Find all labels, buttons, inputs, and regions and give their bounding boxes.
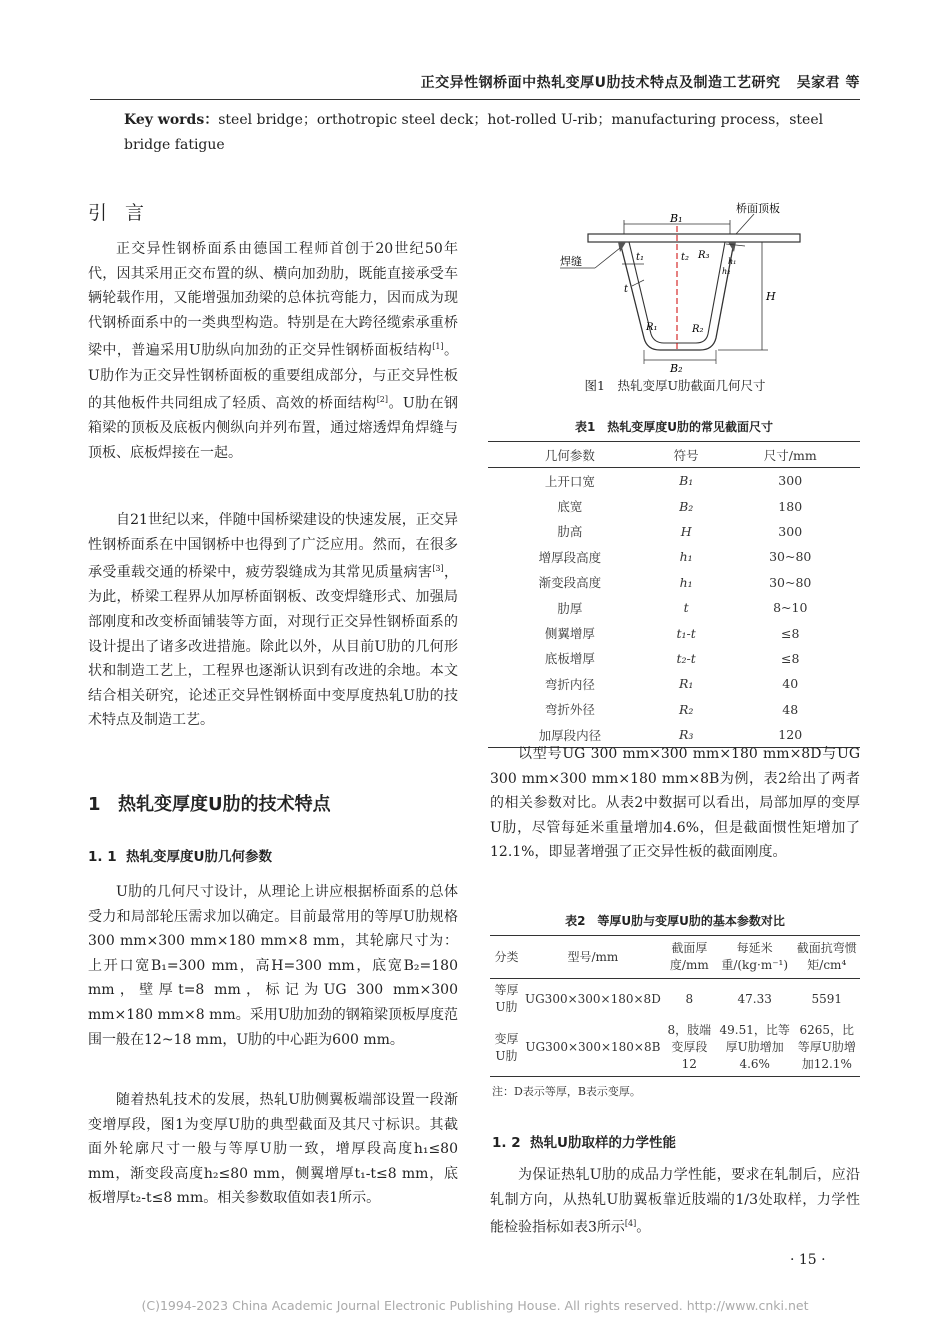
table-cell: 加厚段内径 xyxy=(538,727,602,743)
table-cell: 底板增厚 xyxy=(544,651,595,667)
table-cell: B₂ xyxy=(679,498,694,514)
table-cell: h₁ xyxy=(679,549,693,565)
table-cell: 8，肢端变厚段12 xyxy=(667,1023,712,1071)
table-cell: UG300×300×180×8D xyxy=(524,991,661,1006)
table-2-header: 型号/mm xyxy=(523,936,663,979)
table-cell: H xyxy=(680,523,692,539)
table-row xyxy=(488,570,860,595)
table-2 xyxy=(490,935,860,1077)
table-row xyxy=(488,468,860,494)
table-1-caption: 表1 热轧变厚度U肋的常见截面尺寸 xyxy=(574,420,774,434)
table-cell: 增厚段高度 xyxy=(538,549,602,565)
intro-heading: 引言 xyxy=(88,202,163,224)
table-row xyxy=(488,493,860,518)
table-row xyxy=(488,671,860,696)
label-t2: t₂ xyxy=(681,252,690,263)
table-row xyxy=(488,595,860,620)
table-2-header: 截面厚度/mm xyxy=(663,936,716,979)
deck-plate xyxy=(588,234,800,242)
table-row xyxy=(488,646,860,671)
section-1-title: 热轧变厚度U肋的技术特点 xyxy=(118,794,331,815)
table-2-header: 截面抗弯惯矩/cm⁴ xyxy=(794,936,860,979)
table-cell: 渐变段高度 xyxy=(538,575,602,591)
section-1-number: 1 xyxy=(88,794,101,815)
page-number: · 15 · xyxy=(790,1252,826,1268)
table-cell: 300 xyxy=(778,473,803,489)
table-row xyxy=(488,519,860,544)
label-weld: 焊缝 xyxy=(560,255,582,268)
table-cell: 47.33 xyxy=(737,991,772,1006)
table-2-header: 分类 xyxy=(490,936,523,979)
deck-leader xyxy=(736,214,754,234)
label-h2: h₂ xyxy=(722,267,731,276)
table-cell: h₁ xyxy=(679,574,693,590)
table-1 xyxy=(488,441,860,748)
citation-4: [4] xyxy=(624,1219,637,1229)
table-cell: 8 xyxy=(685,991,694,1006)
label-h1: h₁ xyxy=(728,257,737,266)
label-r2: R₂ xyxy=(692,324,704,335)
section-1-2-number: 1. 2 xyxy=(492,1135,521,1151)
table-1-header-row xyxy=(488,442,860,468)
intro-p1b-text: 。U肋作为正交异性钢桥面板的重要组成部分，与正交异性板的其他板件共同组成了轻质、高效的桥面结构 xyxy=(88,343,458,412)
table-cell: 120 xyxy=(778,727,803,743)
intro-p2b-text: ，为此，桥梁工程界从加厚桥面钢板、改变焊缝形式、加强局部刚度和改变桥面铺装等方面，对现行正交异性钢桥面系的设计提出了诸多改进措施。除此以外，从目前U肋的几何形状和制造工艺上，工程界也逐渐认识到有改进的余地。本文结合相关研究，论述正交异性钢桥面中变厚度热轧U肋的技术特点及制造工艺。 xyxy=(88,564,459,729)
section-1-2-title: 热轧U肋取样的力学性能 xyxy=(530,1135,676,1151)
table-cell: B₁ xyxy=(679,473,694,489)
label-b2: B₂ xyxy=(670,362,683,375)
table-cell: 5591 xyxy=(811,991,843,1006)
table-2-header: 每延米重/(kg·m⁻¹) xyxy=(716,936,794,979)
table-cell: t₁-t xyxy=(676,625,696,641)
table-cell: 弯折内径 xyxy=(544,676,595,692)
header-authors: 吴家君 等 xyxy=(796,75,860,91)
table-cell: 30~80 xyxy=(769,574,812,590)
section-1-1-paragraph-1: U肋的几何尺寸设计，从理论上讲应根据桥面系的总体受力和局部轮压需求加以确定。目前最常用的等厚U肋规格300 mm×300 mm×180 mm×8 mm，其轮廓尺寸为：上开口宽B₁=300 mm，高H=300 mm，底宽B₂=180 mm，壁厚t=8 mm，标记为UG 300 mm×300 mm×180 mm×8 mm。采用U肋加劲的钢箱梁顶板厚度范围一般在12~18 mm，U肋的中心距为600 mm。 xyxy=(88,884,458,1048)
table-cell: 弯折外径 xyxy=(544,702,595,718)
citation-3: [3] xyxy=(432,564,444,574)
table-cell: 肋高 xyxy=(557,524,583,540)
intro-paragraph-2 xyxy=(88,508,458,733)
table-cell: 上开口宽 xyxy=(544,473,595,489)
table-row xyxy=(488,620,860,645)
keywords-text: steel bridge；orthotropic steel deck；hot-rolled U-rib；manufacturing process，steel bridge fatigue xyxy=(124,112,824,153)
table-cell: 侧翼增厚 xyxy=(544,626,595,642)
table-cell: t₂-t xyxy=(676,650,696,666)
citation-2: [2] xyxy=(376,395,389,405)
table-cell: 180 xyxy=(778,498,803,514)
section-1-1-heading xyxy=(88,845,272,865)
weld-leader xyxy=(595,248,620,268)
table-cell: ≤8 xyxy=(781,650,800,666)
table-2-header-row xyxy=(490,936,860,979)
table-cell: 49.51，比等厚U肋增加4.6% xyxy=(719,1023,790,1071)
table-cell: 300 xyxy=(778,523,803,539)
intro-paragraph-1 xyxy=(88,237,458,466)
table-cell: 48 xyxy=(782,701,799,717)
keywords-label: Key words xyxy=(124,112,205,128)
section-1-2-heading xyxy=(492,1131,676,1151)
table-cell: t xyxy=(683,600,689,616)
citation-1: [1] xyxy=(432,342,444,352)
label-t1: t₁ xyxy=(636,252,645,263)
table-row xyxy=(490,979,860,1020)
table-row xyxy=(488,544,860,569)
table-cell: R₂ xyxy=(678,701,694,717)
section-1-2-text: 为保证热轧U肋的成品力学性能，要求在轧制后，应沿轧制方向，从热轧U肋翼板靠近肢端的1/3处取样，力学性能检验指标如表3所示 xyxy=(490,1167,860,1236)
label-r1: R₁ xyxy=(646,322,658,333)
section-1-heading xyxy=(88,790,331,816)
intro-p2-text: 自21世纪以来，伴随中国桥梁建设的快速发展，正交异性钢桥面系在中国钢桥中也得到了广泛应用。然而，在很多承受重载交通的桥梁中，疲劳裂缝成为其常见质量病害 xyxy=(88,512,458,581)
label-r3: R₃ xyxy=(698,250,710,261)
table-cell: 变厚U肋 xyxy=(494,1031,519,1063)
running-header xyxy=(300,72,860,92)
label-h: H xyxy=(766,290,776,303)
section-1-2-paragraph xyxy=(490,1163,860,1240)
label-deck: 桥面顶板 xyxy=(736,202,780,215)
header-rule xyxy=(90,99,860,100)
table-1-header: 几何参数 xyxy=(488,442,652,468)
intro-p1-text: 正交异性钢桥面系由德国工程师首创于20世纪50年代，因其采用正交布置的纵、横向加劲肋，既能直接承受车辆轮载作用，又能增强加劲梁的总体抗弯能力，因而成为现代钢桥面系中的一类典型构造。特别是在大跨径缆索承重桥梁中，普遍采用U肋纵向加劲的正交异性钢桥面板结构 xyxy=(88,241,458,360)
right-column-paragraph: 以型号UG 300 mm×300 mm×180 mm×8D与UG 300 mm×300 mm×180 mm×8B为例，表2给出了两者的相关参数对比。从表2中数据可以看出，局部加厚的变厚U肋，尽管每延米重量增加4.6%，但是截面惯性矩增加了12.1%，即显著增强了正交异性板的截面刚度。 xyxy=(490,746,860,861)
table-2-note: 注：D表示等厚，B表示变厚。 xyxy=(492,1085,641,1098)
table-cell: 肋厚 xyxy=(557,600,583,616)
table-1-header: 尺寸/mm xyxy=(720,442,860,468)
table-1-header: 符号 xyxy=(652,442,721,468)
label-b1: B₁ xyxy=(670,212,683,225)
table-cell: 8~10 xyxy=(773,600,808,616)
table-cell: ≤8 xyxy=(781,625,800,641)
intro-p1c-text: 。U肋在钢箱梁的顶板及底板内侧纵向并列布置，通过熔透焊角焊缝与顶板、底板焊接在一起。 xyxy=(88,395,458,462)
table-cell: UG300×300×180×8B xyxy=(525,1040,661,1054)
keywords-sep: ： xyxy=(204,112,219,128)
header-title: 正交异性钢桥面中热轧变厚U肋技术特点及制造工艺研究 xyxy=(420,75,781,91)
table-cell: 40 xyxy=(782,676,799,692)
figure-1-u-rib-section xyxy=(540,200,840,375)
section-1-1-paragraph-2: 随着热轧技术的发展，热轧U肋侧翼板端部设置一段渐变增厚段，图1为变厚U肋的典型截面及其尺寸标识。其截面外轮廓尺寸一般与等厚U肋一致，增厚段高度h₁≤80 mm，渐变段高度h₂≤80 mm，侧翼增厚t₁-t≤8 mm，底板增厚t₂-t≤8 mm。相关参数取值如表1所示。 xyxy=(88,1092,458,1207)
copyright-footer: (C)1994-2023 China Academic Journal Electronic Publishing House. All rights reserved. http://www.cnki.net xyxy=(141,1298,809,1313)
table-cell: R₁ xyxy=(678,676,694,692)
section-1-2-end: 。 xyxy=(636,1219,651,1236)
keywords xyxy=(124,108,844,158)
table-row xyxy=(490,1019,860,1077)
table-2-caption: 表2 等厚U肋与变厚U肋的基本参数对比 xyxy=(565,914,785,928)
section-1-1-number: 1. 1 xyxy=(88,849,117,865)
table-row xyxy=(488,697,860,722)
table-cell: 等厚U肋 xyxy=(494,983,519,1014)
table-cell: 30~80 xyxy=(769,549,812,565)
label-t: t xyxy=(624,284,629,295)
table-cell: 6265，比等厚U肋增加12.1% xyxy=(797,1023,856,1071)
figure-1-caption: 图1 热轧变厚U肋截面几何尺寸 xyxy=(584,378,766,393)
section-1-1-title: 热轧变厚度U肋几何参数 xyxy=(126,849,272,865)
table-cell: 底宽 xyxy=(557,499,583,515)
table-cell: R₃ xyxy=(678,727,694,743)
